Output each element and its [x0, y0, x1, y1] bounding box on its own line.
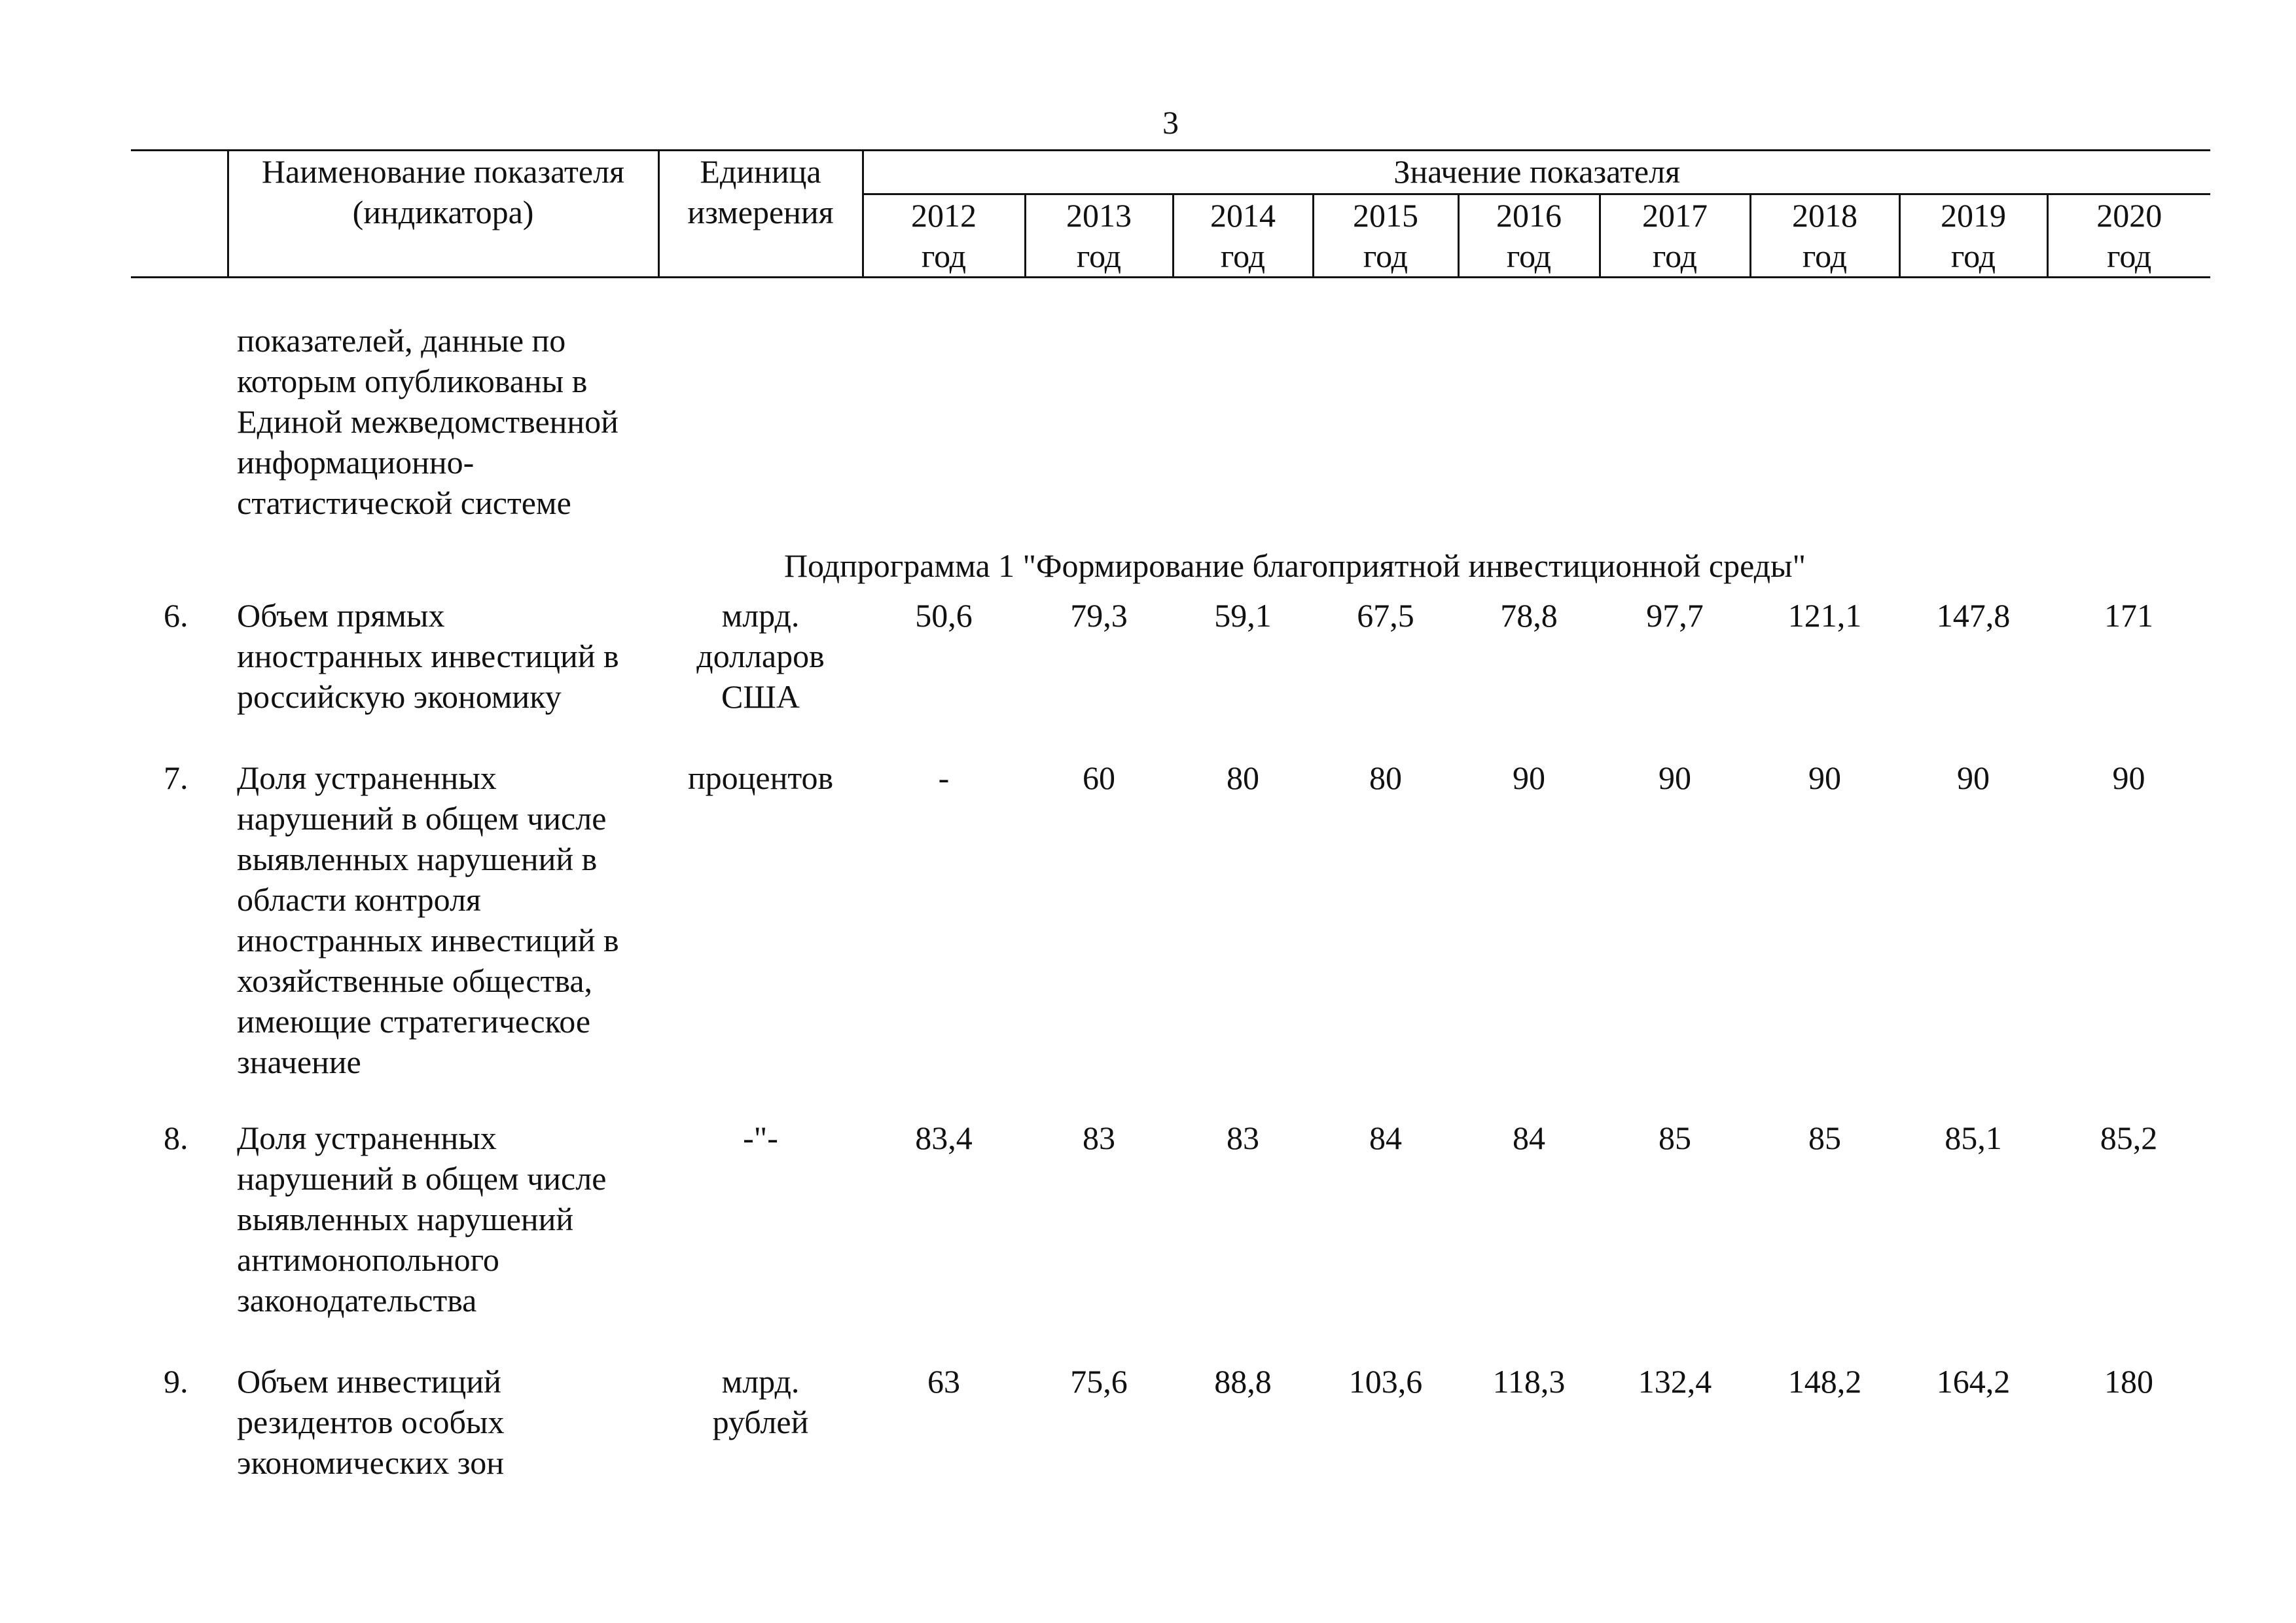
- unit-line: млрд.: [721, 597, 800, 634]
- value-2017: 132,4: [1638, 1363, 1712, 1400]
- page-number: 3: [1162, 104, 1179, 141]
- year-header-2018: [1750, 194, 1899, 278]
- year-label: 2012: [911, 197, 977, 234]
- table-row: [131, 757, 2210, 1118]
- value-2012: -: [938, 759, 950, 796]
- indicator-name-header-line: (индикатора): [352, 194, 534, 230]
- indicator-name-line: Доля устраненных: [237, 1120, 497, 1156]
- value-2017: 90: [1659, 759, 1691, 796]
- value-2019: 90: [1957, 759, 1990, 796]
- continuation-row: [131, 278, 2210, 524]
- row-number-cell: [131, 278, 228, 524]
- year-label: 2015: [1353, 197, 1418, 234]
- subprogram-row: [131, 523, 2210, 595]
- value-2018: 90: [1808, 759, 1841, 796]
- value-2020: 180: [2104, 1363, 2153, 1400]
- year-label: 2016: [1496, 197, 1562, 234]
- year-header-2015: [1313, 194, 1458, 278]
- indicator-name-line: российскую экономику: [237, 678, 562, 715]
- year-word: год: [2107, 238, 2152, 274]
- table-row: [131, 1118, 2210, 1361]
- year-label: 2017: [1642, 197, 1708, 234]
- year-word: год: [1363, 238, 1408, 274]
- value-2018: 148,2: [1787, 1363, 1862, 1400]
- table-row: [131, 1361, 2210, 1483]
- indicator-name: [228, 757, 658, 1118]
- unit-header: [658, 151, 863, 278]
- value-2014: 80: [1227, 759, 1259, 796]
- indicators-table: [131, 149, 2210, 1483]
- value-2020: 85,2: [2100, 1120, 2158, 1156]
- indicator-name-line: Доля устраненных: [237, 759, 497, 796]
- year-word: год: [1802, 238, 1848, 274]
- row-number: 9.: [164, 1363, 188, 1400]
- unit-cell: [658, 757, 863, 1118]
- continuation-name-cell: [228, 278, 658, 524]
- value-2012: 83,4: [915, 1120, 973, 1156]
- continuation-line: Единой межведомственной: [237, 403, 619, 440]
- value-2016: 78,8: [1500, 597, 1558, 634]
- value-2016: 84: [1513, 1120, 1545, 1156]
- year-label: 2013: [1066, 197, 1132, 234]
- year-word: год: [921, 238, 967, 274]
- value-2019: 164,2: [1936, 1363, 2011, 1400]
- indicator-name-line: резидентов особых: [237, 1404, 505, 1440]
- indicator-name-line: выявленных нарушений в: [237, 841, 598, 877]
- value-2018: 85: [1808, 1120, 1841, 1156]
- unit-cell: [658, 1118, 863, 1361]
- values-group-header: Значение показателя: [863, 151, 2210, 194]
- year-header-2019: [1899, 194, 2047, 278]
- value-2015: 103,6: [1348, 1363, 1423, 1400]
- value-2012: 63: [927, 1363, 960, 1400]
- value-2020: 171: [2104, 597, 2153, 634]
- unit-line: США: [721, 678, 800, 715]
- year-header-2012: [863, 194, 1025, 278]
- unit-header-line: измерения: [687, 194, 834, 230]
- number-column-header: [131, 151, 228, 278]
- value-2018: 121,1: [1787, 597, 1862, 634]
- value-2015: 67,5: [1357, 597, 1414, 634]
- year-label: 2018: [1792, 197, 1857, 234]
- value-2012: 50,6: [915, 597, 973, 634]
- indicator-name-line: хозяйственные общества,: [237, 962, 593, 999]
- unit-line: -"-: [743, 1120, 778, 1156]
- indicator-name-line: иностранных инвестиций в: [237, 638, 619, 674]
- year-label: 2020: [2096, 197, 2162, 234]
- year-header-2013: [1025, 194, 1173, 278]
- continuation-line: статистической системе: [237, 484, 571, 521]
- year-word: год: [1652, 238, 1698, 274]
- value-2015: 84: [1369, 1120, 1402, 1156]
- year-header-2014: [1173, 194, 1313, 278]
- value-2014: 59,1: [1214, 597, 1272, 634]
- subprogram-title: Подпрограмма 1 "Формирование благоприятной инвестиционной среды": [783, 547, 1806, 584]
- value-2015: 80: [1369, 759, 1402, 796]
- unit-header-line: Единица: [700, 153, 821, 190]
- value-2017: 97,7: [1646, 597, 1704, 634]
- year-header-2017: [1600, 194, 1750, 278]
- indicator-name-line: Объем инвестиций: [237, 1363, 501, 1400]
- continuation-line: показателей, данные по: [237, 322, 566, 359]
- value-2017: 85: [1659, 1120, 1691, 1156]
- indicator-name-line: области контроля: [237, 881, 481, 918]
- value-2014: 83: [1227, 1120, 1259, 1156]
- table-row: [131, 595, 2210, 757]
- indicator-name-line: выявленных нарушений: [237, 1201, 574, 1237]
- unit-line: рублей: [712, 1404, 809, 1440]
- table-body: [131, 278, 2210, 1484]
- row-number: 8.: [164, 1120, 188, 1156]
- year-label: 2019: [1941, 197, 2006, 234]
- unit-cell: [658, 1361, 863, 1483]
- indicator-name-line: нарушений в общем числе: [237, 1160, 607, 1197]
- continuation-line: информационно-: [237, 444, 475, 481]
- indicator-name-line: значение: [237, 1044, 361, 1080]
- year-header-2016: [1458, 194, 1600, 278]
- indicator-name: [228, 1118, 658, 1361]
- value-2019: 147,8: [1936, 597, 2011, 634]
- indicator-name-line: имеющие стратегическое: [237, 1003, 591, 1040]
- value-2013: 60: [1083, 759, 1115, 796]
- indicator-name-header: [228, 151, 658, 278]
- indicator-name: [228, 1361, 658, 1483]
- indicator-name-line: Объем прямых: [237, 597, 445, 634]
- unit-line: долларов: [696, 638, 825, 674]
- value-2019: 85,1: [1945, 1120, 2002, 1156]
- unit-line: процентов: [687, 759, 834, 796]
- unit-cell: [658, 595, 863, 757]
- value-2020: 90: [2112, 759, 2145, 796]
- year-header-2020: [2047, 194, 2210, 278]
- value-2013: 83: [1083, 1120, 1115, 1156]
- indicator-name: [228, 595, 658, 757]
- indicator-name-line: законодательства: [237, 1282, 477, 1319]
- indicator-name-line: нарушений в общем числе: [237, 800, 607, 837]
- value-2016: 90: [1513, 759, 1545, 796]
- continuation-empty-cell: [658, 278, 2210, 524]
- year-word: год: [1950, 238, 1996, 274]
- unit-line: млрд.: [721, 1363, 800, 1400]
- continuation-line: которым опубликованы в: [237, 363, 588, 399]
- year-label: 2014: [1210, 197, 1276, 234]
- year-word: год: [1220, 238, 1266, 274]
- value-2013: 79,3: [1070, 597, 1128, 634]
- indicator-name-line: иностранных инвестиций в: [237, 922, 619, 958]
- table-header: [131, 151, 2210, 278]
- indicator-name-line: антимонопольного: [237, 1241, 499, 1278]
- indicator-name-line: экономических зон: [237, 1444, 504, 1481]
- indicator-name-header-line: Наименование показателя: [261, 153, 625, 190]
- year-word: год: [1076, 238, 1122, 274]
- value-2016: 118,3: [1492, 1363, 1566, 1400]
- row-number: 7.: [164, 759, 188, 796]
- row-number: 6.: [164, 597, 188, 634]
- year-word: год: [1506, 238, 1552, 274]
- value-2014: 88,8: [1214, 1363, 1272, 1400]
- value-2013: 75,6: [1070, 1363, 1128, 1400]
